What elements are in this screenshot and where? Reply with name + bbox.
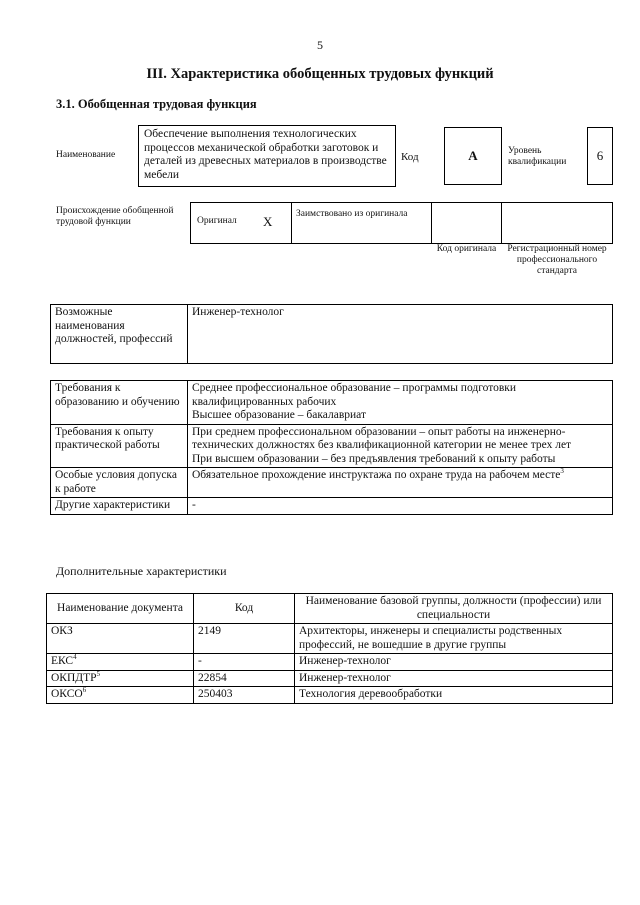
table-row [47,624,613,654]
special-label: Особые условия допуска к работе [51,468,188,498]
row-doc: ЕКС$^4$ [47,654,194,671]
table-row [47,670,613,687]
origin-code-caption: Код оригинала [436,244,497,254]
footnote-3: 3 [560,467,564,476]
original-cell [190,202,292,244]
origin-reg-caption: Регистрационный номер профессионального стандарта [507,244,607,276]
origin-reg-cell [501,202,613,244]
row-doc: ОКЗ [47,624,194,654]
header-code: Код [194,594,295,624]
experience-label: Требования к опыту практической работы [51,424,188,468]
row-doc: ОКСО$^6$ [47,687,194,704]
row-code: 22854 [194,670,295,687]
other-label: Другие характеристики [51,498,188,515]
level-value: 6 [596,148,604,163]
other-value: - [188,498,613,515]
experience-line-1: При среднем профессиональном образовании – опыт работы на инженерно-технических должностях без квалификационной категории не менее трех лет [192,425,572,451]
row-name: Технология деревообработки [295,687,613,704]
row-code: 250403 [194,687,295,704]
requirements-table [50,380,613,515]
name-label: Наименование [56,150,116,160]
level-value-box [587,127,613,185]
education-line-2: Высшее образование – бакалавриат [192,409,366,421]
other-row [51,498,613,515]
positions-table [50,304,613,364]
origin-label: Происхождение обобщенной трудовой функции [56,206,174,227]
row-code: - [194,654,295,671]
education-row [51,381,613,425]
positions-value: Инженер-технолог [188,305,613,364]
additional-table [46,593,613,704]
experience-row [51,424,613,468]
experience-line-2: При высшем образовании – без предъявления требований к опыту работы [192,452,556,465]
additional-header-row [47,594,613,624]
code-label: Код [401,151,419,163]
row-name: Инженер-технолог [295,654,613,671]
special-row [51,468,613,498]
borrowed-cell [291,202,432,244]
special-value [188,468,613,498]
subsection-heading: 3.1. Обобщенная трудовая функция [56,97,257,111]
section-heading: III. Характеристика обобщенных трудовых функций [146,66,494,82]
positions-label: Возможные наименования должностей, профессий [51,305,188,364]
experience-value [188,424,613,468]
row-name: Инженер-технолог [295,670,613,687]
origin-code-cell [431,202,502,244]
borrowed-label: Заимствовано из оригинала [296,209,408,219]
page-number: 5 [317,38,323,52]
education-value [188,381,613,425]
footnote-6: 6 [82,686,87,695]
header-name: Наименование базовой группы, должности (профессии) или специальности [295,594,613,624]
row-code: 2149 [194,624,295,654]
row-name: Архитекторы, инженеры и специалисты родственных профессий, не вошедшие в другие группы [295,624,613,654]
original-mark: X [263,214,273,229]
level-label: Уровень квалификации [508,146,567,167]
function-name-value: Обеспечение выполнения технологических процессов механической обработки заготовок и деталей из древесных материалов в производстве мебели [144,128,387,181]
additional-title: Дополнительные характеристики [56,564,227,578]
special-text: Обязательное прохождение инструктажа по охране труда на рабочем месте [192,469,561,481]
code-value: A [468,148,478,163]
original-label: Оригинал [197,216,237,226]
footnote-4: 4 [73,653,77,662]
table-row [47,687,613,704]
footnote-5: 5 [96,669,101,678]
education-label: Требования к образованию и обучению [51,381,188,425]
code-value-box [444,127,502,185]
function-name-box [138,125,396,187]
row-doc: ОКПДТР$^5$ [47,670,194,687]
education-line-1: Среднее профессиональное образование – программы подготовки квалифицированных рабочих [192,382,517,408]
header-doc: Наименование документа [47,594,194,624]
table-row [47,654,613,671]
